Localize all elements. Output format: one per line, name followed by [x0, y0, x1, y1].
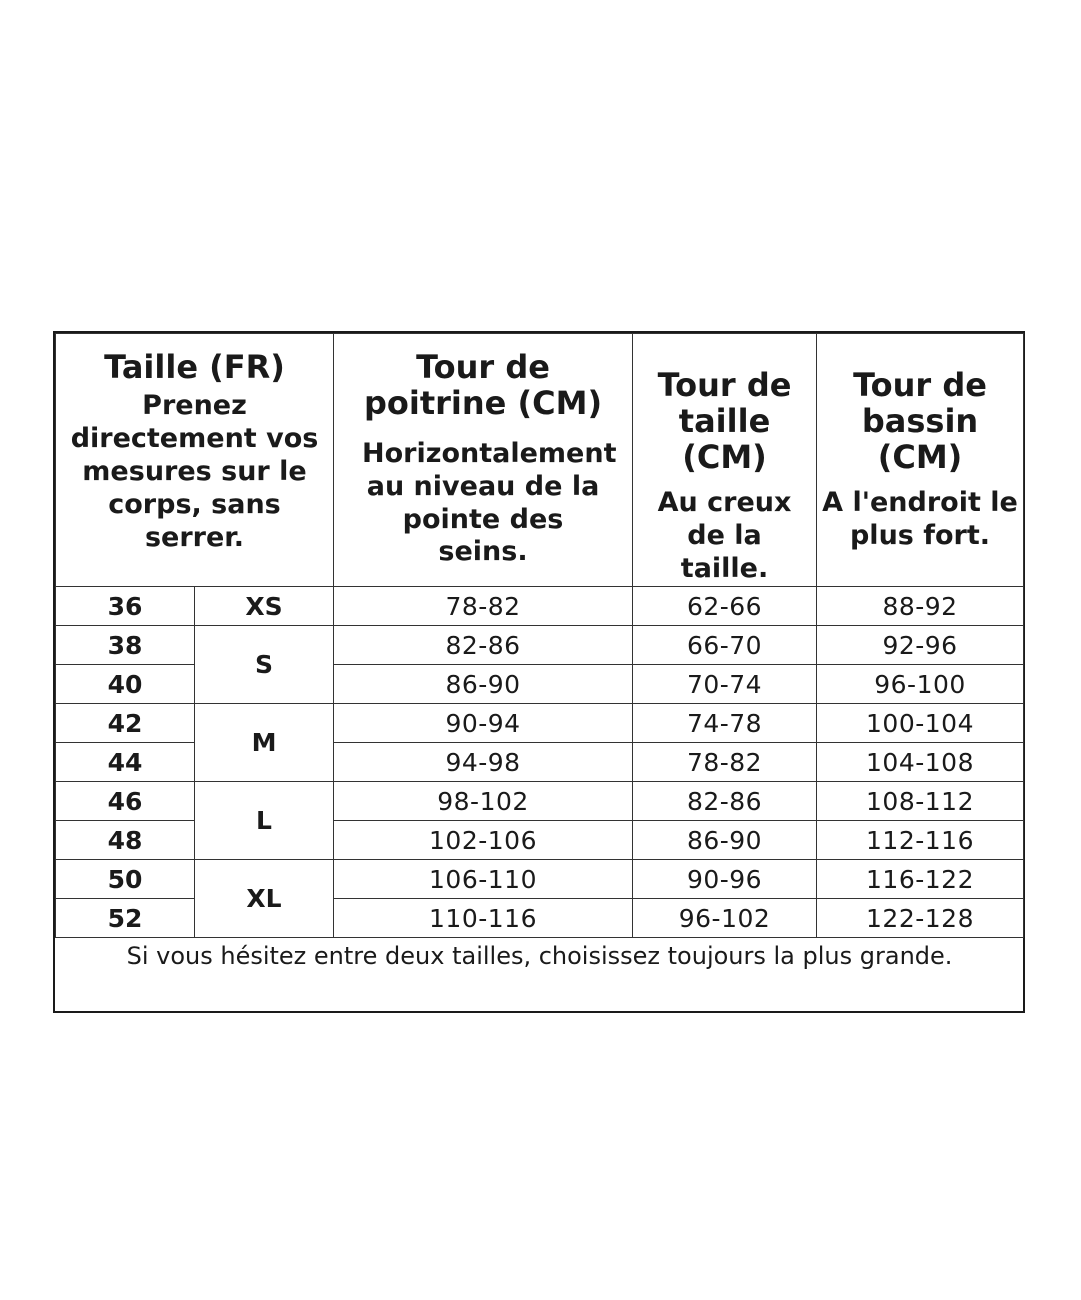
- poitrine-cell: 94-98: [334, 743, 633, 782]
- fr-size-cell: 46: [56, 782, 195, 821]
- header-taille-cm-subtitle: Au creux de la taille.: [657, 487, 792, 585]
- taille-cell: 82-86: [633, 782, 817, 821]
- poitrine-cell: 106-110: [334, 860, 633, 899]
- header-taille-title: Taille (FR): [104, 348, 285, 386]
- header-bassin-subtitle: A l'endroit le plus fort.: [822, 487, 1018, 552]
- header-tour-taille: [633, 334, 817, 587]
- poitrine-cell: 82-86: [334, 626, 633, 665]
- bassin-cell: 100-104: [817, 704, 1024, 743]
- letter-size-cell: L: [195, 782, 334, 860]
- bassin-cell: 92-96: [817, 626, 1024, 665]
- fr-size-cell: 44: [56, 743, 195, 782]
- header-taille-fr: [56, 334, 334, 587]
- header-taille-subtitle: Prenez directement vos mesures sur le corps, sans serrer.: [70, 389, 319, 553]
- taille-cell: 90-96: [633, 860, 817, 899]
- table-row: [56, 782, 1024, 821]
- poitrine-cell: 90-94: [334, 704, 633, 743]
- taille-cell: 78-82: [633, 743, 817, 782]
- header-poitrine-title: Tour de poitrine (CM): [363, 348, 603, 422]
- header-tour-poitrine: [334, 334, 633, 587]
- fr-size-cell: 36: [56, 587, 195, 626]
- letter-size-cell: S: [195, 626, 334, 704]
- bassin-cell: 116-122: [817, 860, 1024, 899]
- fr-size-cell: 40: [56, 665, 195, 704]
- table-row: [56, 704, 1024, 743]
- taille-cell: 62-66: [633, 587, 817, 626]
- taille-cell: 70-74: [633, 665, 817, 704]
- header-bassin-title: Tour de bassin (CM): [853, 366, 987, 476]
- letter-size-cell: XS: [195, 587, 334, 626]
- poitrine-cell: 98-102: [334, 782, 633, 821]
- bassin-cell: 112-116: [817, 821, 1024, 860]
- bassin-cell: 96-100: [817, 665, 1024, 704]
- header-taille-cm-title: Tour de taille (CM): [657, 366, 792, 476]
- fr-size-cell: 42: [56, 704, 195, 743]
- poitrine-cell: 102-106: [334, 821, 633, 860]
- table-row: [56, 587, 1024, 626]
- size-advice-note: Si vous hésitez entre deux tailles, choisissez toujours la plus grande.: [56, 938, 1024, 1031]
- poitrine-cell: 86-90: [334, 665, 633, 704]
- letter-size-cell: XL: [195, 860, 334, 938]
- fr-size-cell: 48: [56, 821, 195, 860]
- header-tour-bassin: [817, 334, 1024, 587]
- poitrine-cell: 78-82: [334, 587, 633, 626]
- table-row: [56, 860, 1024, 899]
- fr-size-cell: 52: [56, 899, 195, 938]
- poitrine-cell: 110-116: [334, 899, 633, 938]
- taille-cell: 66-70: [633, 626, 817, 665]
- taille-cell: 86-90: [633, 821, 817, 860]
- letter-size-cell: M: [195, 704, 334, 782]
- taille-cell: 74-78: [633, 704, 817, 743]
- table-row: [56, 626, 1024, 665]
- header-poitrine-subtitle: Horizontalement au niveau de la pointe des seins.: [362, 437, 617, 568]
- fr-size-cell: 50: [56, 860, 195, 899]
- taille-cell: 96-102: [633, 899, 817, 938]
- bassin-cell: 122-128: [817, 899, 1024, 938]
- size-chart-table: [53, 331, 1025, 1013]
- bassin-cell: 108-112: [817, 782, 1024, 821]
- bassin-cell: 104-108: [817, 743, 1024, 782]
- bassin-cell: 88-92: [817, 587, 1024, 626]
- fr-size-cell: 38: [56, 626, 195, 665]
